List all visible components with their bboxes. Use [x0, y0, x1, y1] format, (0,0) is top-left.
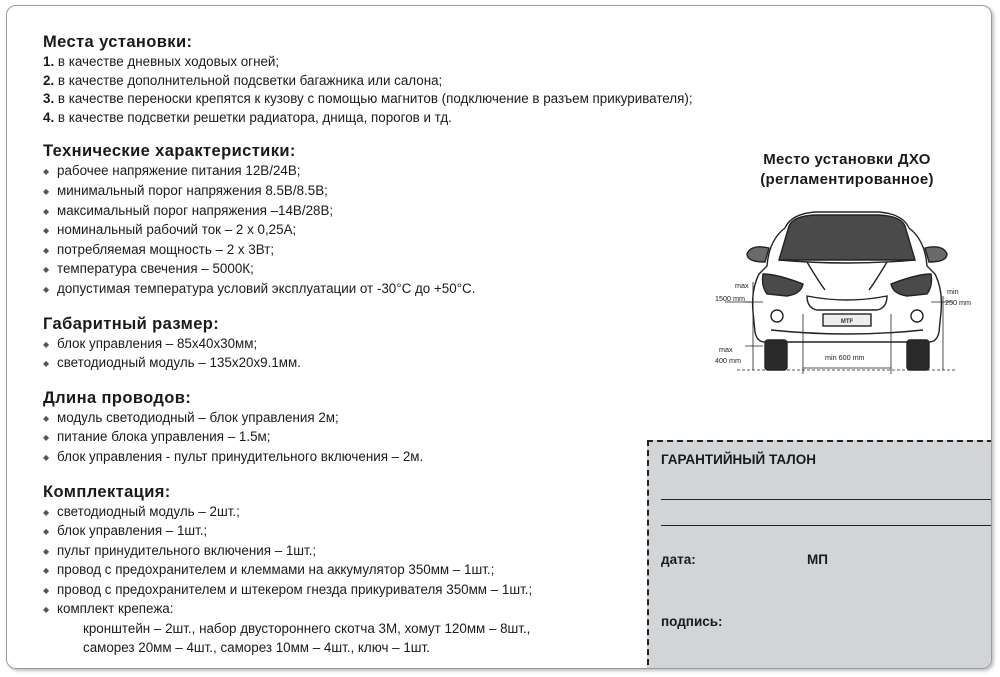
kit-item-text: светодиодный модуль – 2шт.;: [57, 503, 240, 519]
diamond-bullet-icon: ◆: [43, 167, 50, 177]
diamond-bullet-icon: ◆: [43, 186, 50, 196]
install-item-text: в качестве переноски крепятся к кузову с помощью магнитов (подключение в разъем прикуривателя);: [54, 91, 693, 107]
dim-label-1500: 1500 mm: [715, 294, 745, 303]
dim-label-min: min: [947, 287, 959, 296]
dxo-title: [707, 150, 987, 190]
wires-item-text: блок управления - пульт принудительного включения – 2м.: [57, 448, 424, 464]
dim-label-max-bottom: max: [719, 345, 733, 354]
tech-item: [43, 162, 803, 182]
warranty-blank-line: [661, 499, 991, 500]
diamond-bullet-icon: ◆: [43, 452, 50, 462]
warranty-title: ГАРАНТИЙНЫЙ ТАЛОН: [661, 452, 816, 467]
install-item: [43, 53, 803, 72]
diamond-bullet-icon: ◆: [43, 605, 50, 615]
diamond-bullet-icon: ◆: [43, 527, 50, 537]
install-item: [43, 72, 803, 91]
diamond-bullet-icon: ◆: [43, 284, 50, 294]
diamond-bullet-icon: ◆: [43, 245, 50, 255]
wires-item: [43, 409, 803, 429]
install-section: [43, 32, 803, 127]
diamond-bullet-icon: ◆: [43, 507, 50, 517]
svg-text:MTF: MTF: [840, 319, 854, 325]
diamond-bullet-icon: ◆: [43, 226, 50, 236]
tech-item-text: минимальный порог напряжения 8.5В/8.5В;: [57, 182, 328, 198]
kit-heading: Комплектация:: [43, 482, 171, 501]
size-heading: Габаритный размер:: [43, 314, 220, 333]
install-item-number: 3.: [43, 91, 55, 107]
warranty-stamp-label: МП: [807, 552, 828, 567]
tech-item: [43, 241, 803, 261]
size-item: [43, 354, 803, 374]
diamond-bullet-icon: ◆: [43, 546, 50, 556]
diamond-bullet-icon: ◆: [43, 413, 50, 423]
install-item-number: 1.: [43, 54, 55, 69]
install-item-text: в качестве дополнительной подсветки багажника или салона;: [54, 72, 443, 88]
kit-item-text: провод с предохранителем и клеммами на аккумулятор 350мм – 1шт.;: [57, 562, 495, 578]
size-item-text: блок управления – 85х40х30мм;: [57, 335, 258, 351]
tech-item: [43, 280, 803, 300]
install-item-number: 2.: [43, 72, 55, 88]
size-section: [43, 314, 803, 374]
install-item: [43, 90, 803, 109]
diamond-bullet-icon: ◆: [43, 265, 50, 275]
car-front-diagram: [707, 204, 987, 379]
warranty-card: [647, 440, 992, 669]
tech-section: [43, 141, 803, 299]
install-item-text: в качестве подсветки решетки радиатора, днища, порогов и тд.: [54, 109, 452, 125]
diamond-bullet-icon: ◆: [43, 359, 50, 369]
wires-item-text: модуль светодиодный – блок управления 2м;: [57, 409, 339, 425]
card-frame: [6, 5, 992, 669]
tech-item: [43, 202, 803, 222]
tech-item-text: температура свечения – 5000К;: [57, 261, 254, 277]
size-item: [43, 335, 803, 355]
tech-item-text: номинальный рабочий ток – 2 х 0,25А;: [57, 222, 297, 238]
warranty-date-label: дата:: [661, 552, 696, 567]
install-item-text: в качестве дневных ходовых огней;: [54, 54, 280, 69]
car-body-drawing: [747, 212, 947, 370]
kit-item-text: провод с предохранителем и штекером гнезда прикуривателя 350мм – 1шт.;: [57, 581, 533, 597]
kit-item-text: комплект крепежа:: [57, 601, 174, 617]
wires-item-text: питание блока управления – 1.5м;: [57, 429, 271, 445]
dxo-title-line: (регламентированное): [760, 171, 934, 188]
wires-heading: Длина проводов:: [43, 388, 192, 407]
tech-item-text: потребляемая мощность – 2 х 3Вт;: [57, 241, 275, 257]
warranty-blank-line: [661, 525, 991, 526]
size-item-text: светодиодный модуль – 135х20х9.1мм.: [57, 355, 301, 371]
dim-label-250: 250 mm: [945, 298, 971, 307]
diamond-bullet-icon: ◆: [43, 566, 50, 576]
install-heading: Места установки:: [43, 33, 193, 51]
diamond-bullet-icon: ◆: [43, 339, 50, 349]
tech-item-text: рабочее напряжение питания 12В/24В;: [57, 163, 301, 179]
tech-item: [43, 182, 803, 202]
diamond-bullet-icon: ◆: [43, 433, 50, 443]
kit-sub-item: саморез 20мм – 4шт., саморез 10мм – 4шт., ключ – 1шт.: [83, 639, 430, 655]
warranty-signature-label: подпись:: [661, 614, 723, 629]
dim-label-600: min 600 mm: [825, 353, 865, 362]
dxo-title-line: Место установки ДХО: [763, 151, 931, 168]
tech-item: [43, 221, 803, 241]
install-item-number: 4.: [43, 109, 55, 125]
kit-item-text: блок управления – 1шт.;: [57, 523, 208, 539]
diamond-bullet-icon: ◆: [43, 585, 50, 595]
kit-sub-item: кронштейн – 2шт., набор двустороннего скотча 3М, хомут 120мм – 8шт.,: [83, 621, 531, 637]
dim-label-max-top: max: [735, 281, 749, 290]
dim-label-400: 400 mm: [715, 356, 741, 365]
install-item: [43, 109, 803, 128]
tech-item-text: максимальный порог напряжения –14В/28В;: [57, 202, 334, 218]
diamond-bullet-icon: ◆: [43, 206, 50, 216]
tech-item-text: допустимая температура условий эксплуатации от -30°С до +50°С.: [57, 280, 476, 296]
tech-heading: Технические характеристики:: [43, 142, 296, 161]
kit-item-text: пульт принудительного включения – 1шт.;: [57, 542, 317, 558]
tech-item: [43, 260, 803, 280]
